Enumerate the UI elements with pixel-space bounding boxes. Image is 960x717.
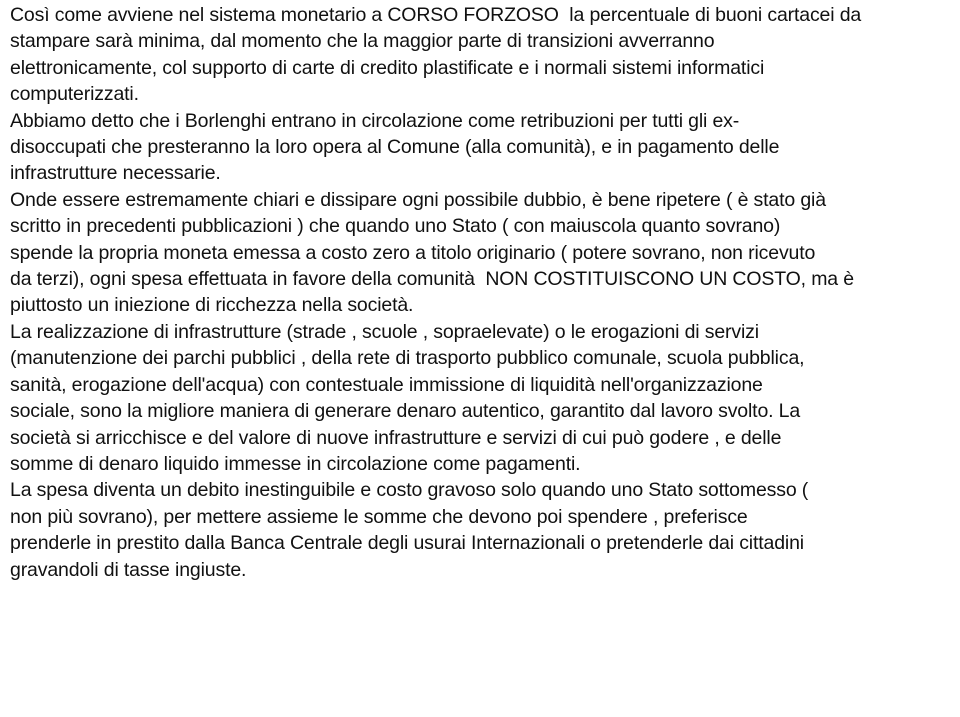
text-line: (manutenzione dei parchi pubblici , della rete di trasporto pubblico comunale, scuola pubblica, (10, 347, 805, 370)
text-line: elettronicamente, col supporto di carte di credito plastificate e i normali sistemi informatici (10, 56, 765, 79)
text-line: prenderle in prestito dalla Banca Centrale degli usurai Internazionali o pretenderle dai cittadini (10, 532, 804, 555)
text-line: disoccupati che presteranno la loro opera al Comune (alla comunità), e in pagamento delle (10, 136, 780, 159)
text-block (10, 2, 956, 583)
text-line: scritto in precedenti pubblicazioni ) che quando uno Stato ( con maiuscola quanto sovrano) (10, 215, 781, 238)
text-line: somme di denaro liquido immesse in circolazione come pagamenti. (10, 452, 581, 475)
text-line: Onde essere estremamente chiari e dissipare ogni possibile dubbio, è bene ripetere ( è stato già (10, 188, 826, 211)
text-line: da terzi), ogni spesa effettuata in favore della comunità NON COSTITUISCONO UN COSTO, ma è (10, 268, 854, 291)
text-line: infrastrutture necessarie. (10, 162, 221, 185)
text-line: stampare sarà minima, dal momento che la maggior parte di transizioni avverranno (10, 30, 715, 53)
text-line: non più sovrano), per mettere assieme le somme che devono poi spendere , preferisce (10, 505, 748, 528)
text-line: Così come avviene nel sistema monetario a CORSO FORZOSO la percentuale di buoni cartacei da (10, 4, 862, 26)
text-line: sociale, sono la migliore maniera di generare denaro autentico, garantito dal lavoro svolto. La (10, 400, 801, 423)
text-line: La spesa diventa un debito inestinguibile e costo gravoso solo quando uno Stato sottomesso ( (10, 479, 809, 502)
text-line: La realizzazione di infrastrutture (strade , scuole , sopraelevate) o le erogazioni di servizi (10, 320, 759, 343)
text-line: sanità, erogazione dell'acqua) con contestuale immissione di liquidità nell'organizzazione (10, 373, 763, 396)
text-line: piuttosto un iniezione di ricchezza nella società. (10, 294, 414, 317)
text-line: computerizzati. (10, 83, 139, 106)
text-line: società si arricchisce e del valore di nuove infrastrutture e servizi di cui può godere , e delle (10, 426, 782, 449)
text-line: Abbiamo detto che i Borlenghi entrano in circolazione come retribuzioni per tutti gli ex- (10, 109, 740, 132)
text-line: spende la propria moneta emessa a costo zero a titolo originario ( potere sovrano, non ricevuto (10, 241, 816, 264)
text-line: gravandoli di tasse ingiuste. (10, 558, 247, 581)
